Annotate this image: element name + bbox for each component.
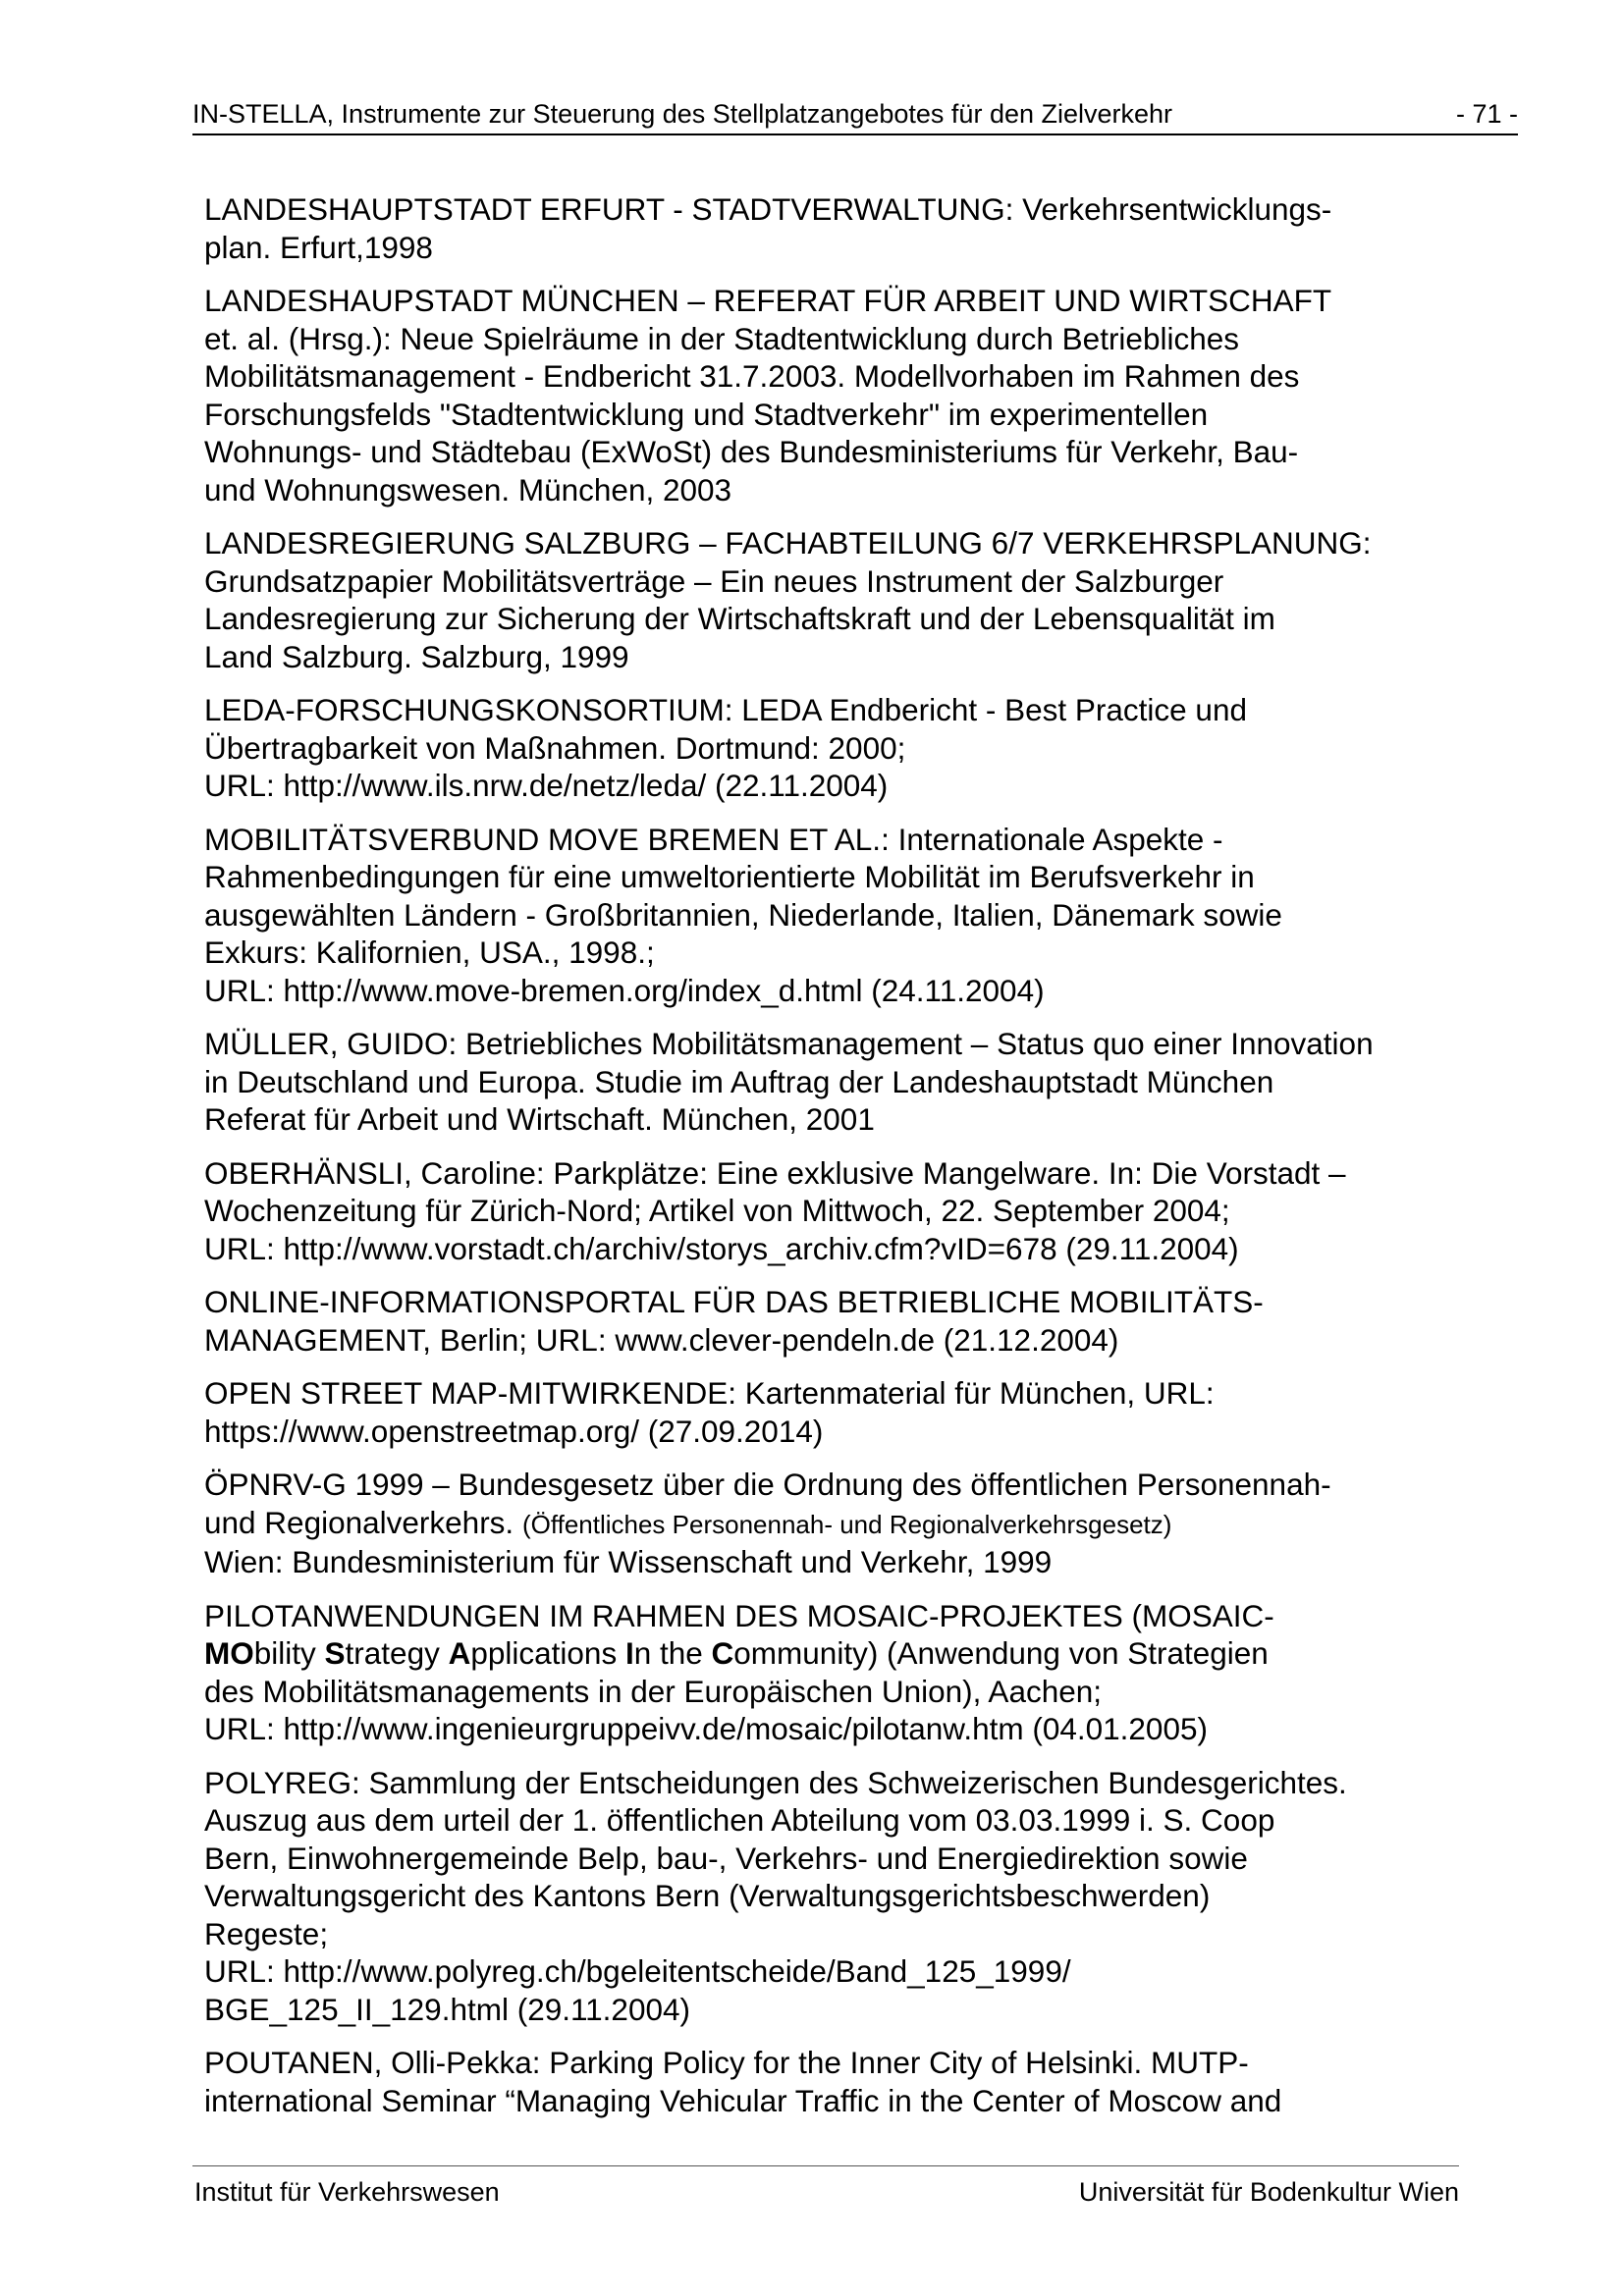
reference-line: ÖPNRV-G 1999 – Bundesgesetz über die Ordnung des öffentlichen Personennah- xyxy=(204,1467,1331,1502)
reference-line: international Seminar “Managing Vehicular Traffic in the Center of Moscow and xyxy=(204,2082,1282,2118)
reference-line xyxy=(204,1634,1466,1673)
reference-text: ommunity) (Anwendung von Strategien xyxy=(733,1635,1269,1671)
reference-url: URL: http://www.polyreg.ch/bgeleitentscheide/Band_125_1999/ xyxy=(204,1953,1071,1989)
reference-line: MANAGEMENT, Berlin; URL: www.clever-pendeln.de (21.12.2004) xyxy=(204,1321,1119,1358)
reference-line: plan. Erfurt,1998 xyxy=(204,229,433,265)
reference-entry xyxy=(204,691,1466,805)
acronym-letter: MO xyxy=(204,1635,254,1671)
reference-line: Verwaltungsgericht des Kantons Bern (Verwaltungsgerichtsbeschwerden) xyxy=(204,1878,1211,1913)
document-title: IN-STELLA, Instrumente zur Steuerung des Stellplatzangebotes für den Zielverkehr xyxy=(192,99,1173,129)
reference-line: PILOTANWENDUNGEN IM RAHMEN DES MOSAIC-PROJEKTES (MOSAIC- xyxy=(204,1597,1274,1633)
reference-entry xyxy=(204,1374,1466,1450)
page-header xyxy=(192,94,1518,135)
reference-line: Regeste; xyxy=(204,1915,329,1951)
reference-line: MOBILITÄTSVERBUND MOVE BREMEN ET AL.: Internationale Aspekte - xyxy=(204,821,1223,857)
reference-line: des Mobilitätsmanagements in der Europäischen Union), Aachen; xyxy=(204,1673,1103,1709)
reference-line: Bern, Einwohnergemeinde Belp, bau-, Verkehrs- und Energiedirektion sowie xyxy=(204,1840,1248,1876)
reference-line: LANDESREGIERUNG SALZBURG – FACHABTEILUNG 6/7 VERKEHRSPLANUNG: xyxy=(204,525,1372,561)
reference-entry xyxy=(204,1025,1466,1139)
reference-text: und Regionalverkehrs. xyxy=(204,1504,514,1540)
reference-url: URL: http://www.move-bremen.org/index_d.html (24.11.2004) xyxy=(204,972,1045,1008)
page-number: - 71 - xyxy=(1455,99,1518,129)
reference-line: LEDA-FORSCHUNGSKONSORTIUM: LEDA Endbericht - Best Practice und xyxy=(204,692,1247,727)
acronym-letter: C xyxy=(711,1635,734,1671)
reference-note: (Öffentliches Personennah- und Regionalverkehrsgesetz) xyxy=(521,1509,1172,1539)
reference-line: Forschungsfelds "Stadtentwicklung und Stadtverkehr" im experimentellen xyxy=(204,396,1209,432)
reference-line: Grundsatzpapier Mobilitätsverträge – Ein neues Instrument der Salzburger xyxy=(204,562,1224,599)
reference-line: in Deutschland und Europa. Studie im Auftrag der Landeshauptstadt München xyxy=(204,1063,1274,1099)
reference-line: Wien: Bundesministerium für Wissenschaft und Verkehr, 1999 xyxy=(204,1544,1053,1579)
reference-entry xyxy=(204,2044,1466,2119)
reference-line: Auszug aus dem urteil der 1. öffentlichen Abteilung vom 03.03.1999 i. S. Coop xyxy=(204,1802,1275,1838)
reference-line: LANDESHAUPSTADT MÜNCHEN – REFERAT FÜR ARBEIT UND WIRTSCHAFT xyxy=(204,283,1332,318)
reference-line: OPEN STREET MAP-MITWIRKENDE: Kartenmaterial für München, URL: xyxy=(204,1375,1215,1411)
reference-line: und Wohnungswesen. München, 2003 xyxy=(204,471,732,507)
reference-line: LANDESHAUPTSTADT ERFURT - STADTVERWALTUNG: Verkehrsentwicklungs- xyxy=(204,191,1332,227)
reference-line xyxy=(204,1504,1466,1544)
reference-line: Wochenzeitung für Zürich-Nord; Artikel von Mittwoch, 22. September 2004; xyxy=(204,1193,1230,1228)
reference-entry xyxy=(204,1597,1466,1748)
reference-line: Referat für Arbeit und Wirtschaft. München, 2001 xyxy=(204,1101,875,1137)
reference-text: trategy xyxy=(345,1635,449,1671)
reference-line: OBERHÄNSLI, Caroline: Parkplätze: Eine exklusive Mangelware. In: Die Vorstadt – xyxy=(204,1154,1346,1191)
acronym-letter: I xyxy=(624,1635,634,1671)
reference-line: Mobilitätsmanagement - Endbericht 31.7.2003. Modellvorhaben im Rahmen des xyxy=(204,358,1300,394)
reference-line: et. al. (Hrsg.): Neue Spielräume in der Stadtentwicklung durch Betriebliches xyxy=(204,320,1240,356)
reference-text: bility xyxy=(253,1635,325,1671)
reference-entry xyxy=(204,1283,1466,1359)
reference-line: Landesregierung zur Sicherung der Wirtschaftskraft und der Lebensqualität im xyxy=(204,601,1275,636)
footer-institute: Institut für Verkehrswesen xyxy=(194,2177,500,2207)
reference-url: BGE_125_II_129.html (29.11.2004) xyxy=(204,1991,691,2027)
reference-text: n the xyxy=(633,1635,712,1671)
reference-entry xyxy=(204,1466,1466,1581)
reference-line: Exkurs: Kalifornien, USA., 1998.; xyxy=(204,934,655,970)
reference-line: Wohnungs- und Städtebau (ExWoSt) des Bundesministeriums für Verkehr, Bau- xyxy=(204,434,1299,469)
reference-list xyxy=(204,190,1466,2135)
acronym-letter: A xyxy=(448,1635,471,1671)
reference-line: POLYREG: Sammlung der Entscheidungen des Schweizerischen Bundesgerichtes. xyxy=(204,1764,1347,1800)
acronym-letter: S xyxy=(324,1635,346,1671)
reference-line: POUTANEN, Olli-Pekka: Parking Policy for the Inner City of Helsinki. MUTP- xyxy=(204,2045,1249,2080)
reference-url: URL: http://www.vorstadt.ch/archiv/storys_archiv.cfm?vID=678 (29.11.2004) xyxy=(204,1230,1239,1266)
reference-line: ausgewählten Ländern - Großbritannien, Niederlande, Italien, Dänemark sowie xyxy=(204,896,1282,933)
reference-entry xyxy=(204,821,1466,1010)
reference-url: URL: http://www.ingenieurgruppeivv.de/mosaic/pilotanw.htm (04.01.2005) xyxy=(204,1711,1208,1746)
reference-entry xyxy=(204,1764,1466,2029)
reference-entry xyxy=(204,282,1466,508)
reference-line: Land Salzburg. Salzburg, 1999 xyxy=(204,638,629,674)
reference-line: Rahmenbedingungen für eine umweltorientierte Mobilität im Berufsverkehr in xyxy=(204,859,1255,894)
reference-line: Übertragbarkeit von Maßnahmen. Dortmund: 2000; xyxy=(204,729,906,766)
reference-entry xyxy=(204,190,1466,266)
reference-line: ONLINE-INFORMATIONSPORTAL FÜR DAS BETRIEBLICHE MOBILITÄTS- xyxy=(204,1284,1264,1319)
reference-url: URL: http://www.ils.nrw.de/netz/leda/ (22.11.2004) xyxy=(204,768,889,803)
reference-text: pplications xyxy=(470,1635,625,1671)
footer-university: Universität für Bodenkultur Wien xyxy=(1078,2177,1459,2207)
page-footer xyxy=(192,2165,1459,2207)
reference-url: https://www.openstreetmap.org/ (27.09.2014) xyxy=(204,1413,824,1449)
reference-entry xyxy=(204,524,1466,675)
reference-line: MÜLLER, GUIDO: Betriebliches Mobilitätsmanagement – Status quo einer Innovation xyxy=(204,1026,1374,1061)
reference-entry xyxy=(204,1154,1466,1268)
